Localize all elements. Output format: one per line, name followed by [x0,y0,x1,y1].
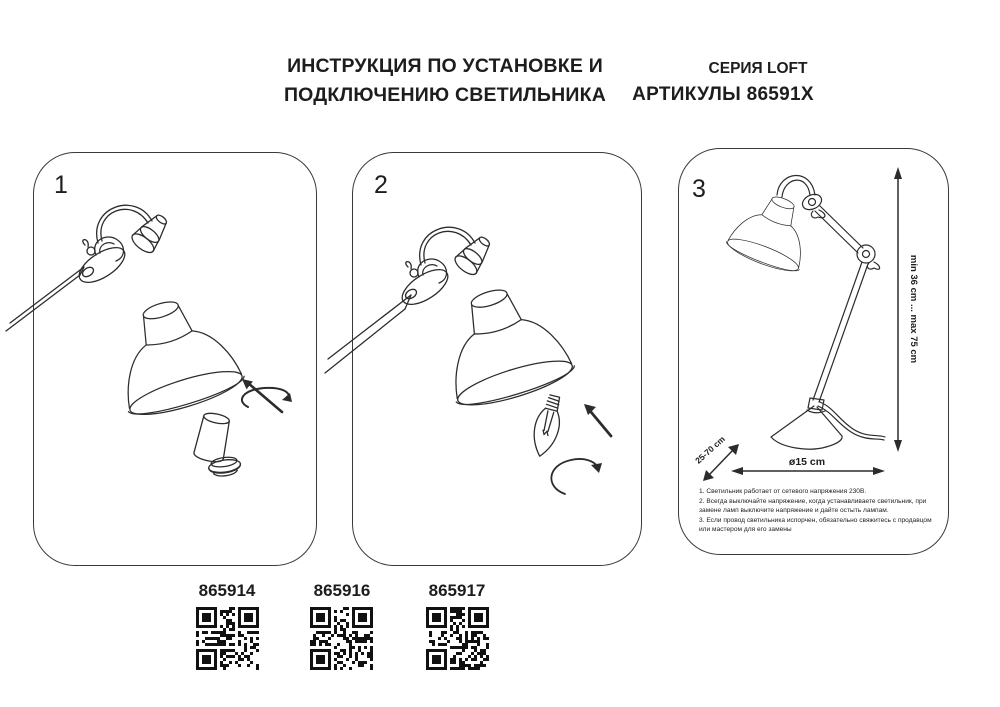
safety-note-1: 1. Светильник работает от сетевого напряжения 230В. [699,488,867,495]
diameter-dimension-label: ø15 cm [788,456,826,468]
candle-bulb-drawing [528,393,566,459]
articles-label: АРТИКУЛЫ 86591X [632,84,814,105]
base-drawing [771,398,842,449]
article-number-865916: 865916 [313,581,371,600]
wall-arm-drawing [325,295,411,373]
height-dimension-arrow [894,167,902,452]
ring-part-drawing [208,455,242,478]
sleeve-part-drawing [193,411,232,464]
up-arrow-icon [584,404,611,436]
qr-code-865914 [196,607,259,670]
screw-rotation-arrow-icon [551,459,602,494]
step-number-2: 2 [374,171,388,199]
clamp-socket-drawing [74,205,174,289]
lamp-shade-drawing [723,185,821,277]
page-title [240,52,650,110]
safety-note-2: 2. Всегда выключайте напряжение, когда устанавливаете светильник, при замене ламп выключите напряжение и дайте остыть лампам. [699,497,927,515]
qr-code-865917 [426,607,489,670]
clamp-socket-drawing [397,227,497,311]
lamp-shade-drawing [428,274,578,414]
height-dimension-label: min 36 cm ... max 75 cm [908,254,919,364]
power-cord-drawing [818,402,885,440]
upper-arm-drawing [815,206,863,253]
page-title-line2: ПОДКЛЮЧЕНИЮ СВЕТИЛЬНИКА [283,84,607,106]
article-number-865917: 865917 [428,581,486,600]
step-panel-1 [33,152,317,566]
safety-note-3: 3. Если провод светильника испорчен, обязательно свяжитесь с продавцом или мастером для его замены [699,516,932,534]
article-number-865914: 865914 [198,581,256,600]
step-number-3: 3 [692,175,706,203]
step-panel-3 [678,148,949,555]
step1-exploded-lamp-drawing [34,153,316,565]
diameter-dimension-arrow [731,467,885,475]
step-number-1: 1 [54,171,68,199]
lamp-shade-drawing [101,286,248,423]
reach-dimension-label: 25-70 cm [693,433,727,466]
step2-bulb-install-drawing [353,153,641,565]
qr-code-865916 [310,607,373,670]
wall-arm-drawing [6,267,84,331]
series-label: СЕРИЯ LOFT [708,60,808,77]
hook-swivel-drawing [777,175,825,217]
lower-arm-drawing [813,262,868,402]
page-title-line1: ИНСТРУКЦИЯ ПО УСТАНОВКЕ И [287,55,603,77]
safety-notes [699,487,937,535]
rotation-arrow-icon [242,379,292,412]
step-panel-2 [352,152,642,566]
